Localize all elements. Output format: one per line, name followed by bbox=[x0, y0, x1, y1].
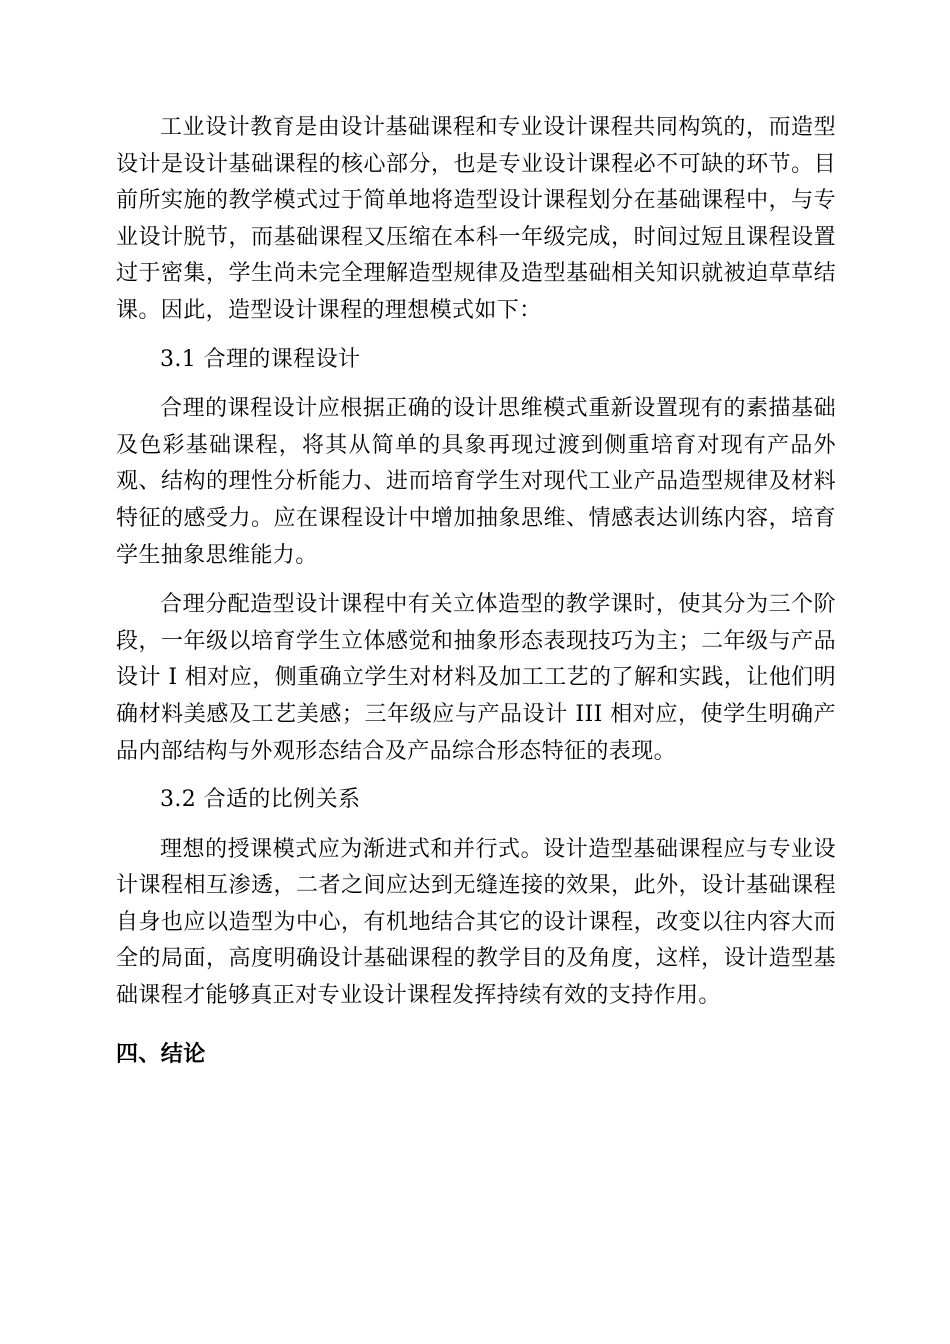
paragraph-class-hours: 合理分配造型设计课程中有关立体造型的教学课时，使其分为三个阶段，一年级以培育学生立体感觉和抽象形态表现技巧为主；二年级与产品设计 I 相对应，侧重确立学生对材料及加工工艺的了解和实践，让他们明确材料美感及工艺美感；三年级应与产品设计 III 相对应，使学生明确产品内部结构与外观形态结合及产品综合形态特征的表现。 bbox=[116, 592, 836, 764]
section-heading-conclusion: 四、结论 bbox=[116, 1041, 206, 1067]
paragraph-intro: 工业设计教育是由设计基础课程和专业设计课程共同构筑的，而造型设计是设计基础课程的核心部分，也是专业设计课程必不可缺的环节。目前所实施的教学模式过于简单地将造型设计课程划分在基础课程中，与专业设计脱节，而基础课程又压缩在本科一年级完成，时间过短且课程设置过于密集，学生尚未完全理解造型规律及造型基础相关知识就被迫草草结课。因此，造型设计课程的理想模式如下： bbox=[116, 115, 836, 323]
paragraph-teaching-mode: 理想的授课模式应为渐进式和并行式。设计造型基础课程应与专业设计课程相互渗透，二者之间应达到无缝连接的效果，此外，设计基础课程自身也应以造型为中心，有机地结合其它的设计课程，改变以往内容大而全的局面，高度明确设计基础课程的教学目的及角度，这样，设计造型基础课程才能够真正对专业设计课程发挥持续有效的支持作用。 bbox=[116, 836, 836, 1009]
paragraph-course-design: 合理的课程设计应根据正确的设计思维模式重新设置现有的素描基础及色彩基础课程，将其从简单的具象再现过渡到侧重培育对现有产品外观、结构的理性分析能力、进而培育学生对现代工业产品造型规律及材料特征的感受力。应在课程设计中增加抽象思维、情感表达训练内容，培育学生抽象思维能力。 bbox=[116, 396, 836, 568]
section-heading-3-1: 3.1 合理的课程设计 bbox=[160, 346, 361, 372]
document-body bbox=[116, 110, 836, 1073]
section-heading-3-2: 3.2 合适的比例关系 bbox=[160, 787, 361, 813]
